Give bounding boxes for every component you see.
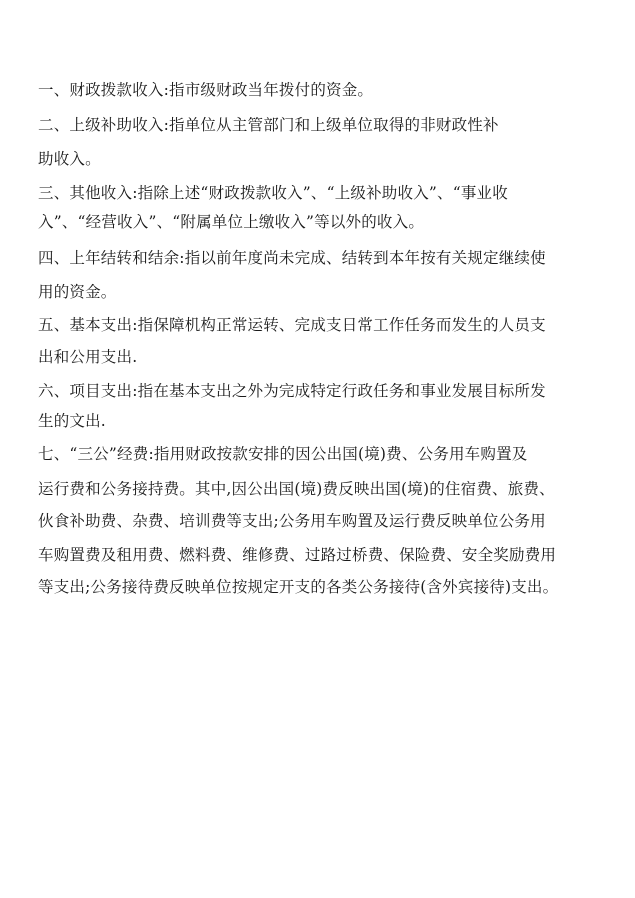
definition-7-line-1: 七、“三公”经费:指用财政按款安排的因公出国(境)费、公务用车购置及 <box>38 445 528 463</box>
definition-3-line-1: 三、其他收入:指除上述“财政拨款收入”、“上级补助收入”、“事业收 <box>38 184 508 202</box>
definition-6-line-1: 六、项目支出:指在基本支出之外为完成特定行政任务和事业发展目标所发 <box>38 382 546 400</box>
definition-2-line-2: 助收入。 <box>38 150 101 168</box>
definition-7-line-5: 等支出;公务接待费反映单位按规定开支的各类公务接待(含外宾接待)支出。 <box>38 578 559 596</box>
definition-7-line-3: 伙食补助费、杂费、培训费等支出;公务用车购置及运行费反映单位公务用 <box>38 512 546 530</box>
definition-2-line-1: 二、上级补助收入:指单位从主管部门和上级单位取得的非财政性补 <box>38 116 499 134</box>
definition-1-line-1: 一、财政拨款收入:指市级财政当年拨付的资金。 <box>38 81 374 99</box>
definition-7-line-4: 车购置费及租用费、燃料费、维修费、过路过桥费、保险费、安全奖励费用 <box>38 546 557 564</box>
definition-7-line-2: 运行费和公务接持费。其中,因公出国(境)费反映出国(境)的住宿费、旅费、 <box>38 480 555 498</box>
definition-5-line-2: 出和公用支出. <box>38 348 138 366</box>
definition-4-line-1: 四、上年结转和结余:指以前年度尚未完成、结转到本年按有关规定继续使 <box>38 249 546 267</box>
definition-5-line-1: 五、基本支出:指保障机构正常运转、完成支日常工作任务而发生的人员支 <box>38 316 546 334</box>
definition-6-line-2: 生的文出. <box>38 412 106 430</box>
definition-4-line-2: 用的资金。 <box>38 283 117 301</box>
definition-3-line-2: 入”、“经营收入”、“附属单位上缴收入”等以外的收入。 <box>38 213 425 231</box>
